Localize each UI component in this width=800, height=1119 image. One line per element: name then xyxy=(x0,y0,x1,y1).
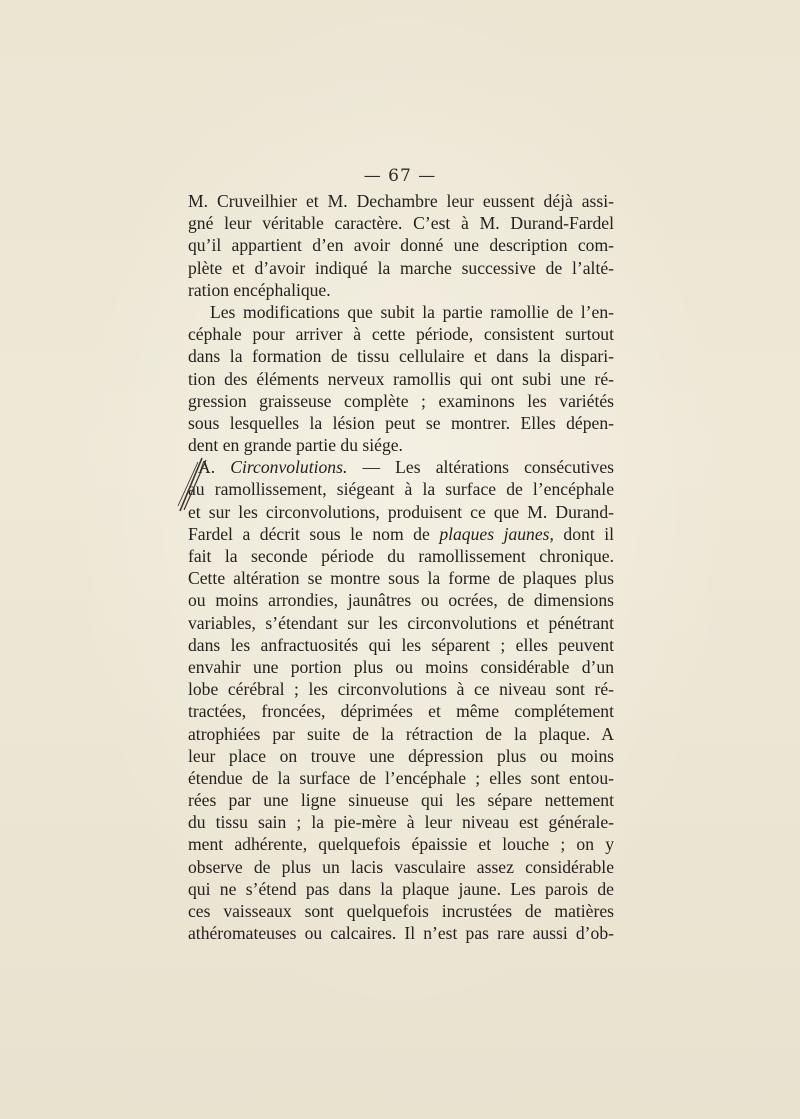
text-line: tractées, froncées, déprimées et même complétement xyxy=(188,701,614,722)
text-line: plète et d’avoir indiqué la marche successive de l’alté- xyxy=(188,257,614,278)
text-line: gné leur véritable caractère. C’est à M. Durand-Fardel xyxy=(188,213,614,234)
text-line: fait la seconde période du ramollissement chronique. xyxy=(188,546,614,566)
text-line: tion des éléments nerveux ramollis qui ont subi une ré- xyxy=(188,368,614,389)
body-text xyxy=(188,190,614,944)
text-line: céphale pour arriver à cette période, consistent surtout xyxy=(188,324,614,345)
text-line: dent en grande partie du siége. xyxy=(188,435,403,456)
text-line: sous lesquelles la lésion peut se montrer. Elles dépen- xyxy=(188,412,614,433)
text-line: rées par une ligne sinueuse qui les sépare nettement xyxy=(188,790,614,811)
text-line: étendue de la surface de l’encéphale ; elles sont entou- xyxy=(188,767,614,788)
text-line: envahir une portion plus ou moins considérable d’un xyxy=(188,656,614,677)
text-line: et sur les circonvolutions, produisent ce que M. Durand- xyxy=(188,501,614,522)
text-line: observe de plus un lacis vasculaire assez considérable xyxy=(188,856,614,877)
text-line: Cette altération se montre sous la forme de plaques plus xyxy=(188,568,614,589)
text-line: gression graisseuse complète ; examinons les variétés xyxy=(188,390,614,411)
text-line: ces vaisseaux sont quelquefois incrustées de matières xyxy=(188,901,614,921)
text-line: qui ne s’étend pas dans la plaque jaune. Les parois de xyxy=(188,878,614,899)
text-line: du tissu sain ; la pie-mère à leur niveau est générale- xyxy=(188,812,614,833)
text-line: atrophiées par suite de la rétraction de la plaque. A xyxy=(188,723,614,744)
page-number: — 67 — xyxy=(363,166,437,186)
text-line: dans les anfractuosités qui les séparent ; elles peuvent xyxy=(188,634,614,655)
text-line: ment adhérente, quelquefois épaissie et louche ; on y xyxy=(188,834,614,855)
text-line: Les modifications que subit la partie ramollie de l’en- xyxy=(210,301,614,322)
text-line: M. Cruveilhier et M. Dechambre leur eussent déjà assi- xyxy=(188,191,614,211)
text-line: au ramollissement, siégeant à la surface de l’encéphale xyxy=(188,479,614,500)
text-line: variables, s’étendant sur les circonvolutions et pénétrant xyxy=(188,612,614,633)
text-line: Fardel a décrit sous le nom de plaques jaunes, dont il xyxy=(188,523,614,544)
text-line: lobe cérébral ; les circonvolutions à ce niveau sont ré- xyxy=(188,679,614,700)
text-line: ration encéphalique. xyxy=(188,279,331,300)
text-line: ou moins arrondies, jaunâtres ou ocrées, de dimensions xyxy=(188,590,614,611)
text-line: dans la formation de tissu cellulaire et dans la dispari- xyxy=(188,346,614,367)
pencil-mark-icon xyxy=(172,456,212,516)
text-line: qu’il appartient d’en avoir donné une description com- xyxy=(188,235,614,256)
text-line: leur place on trouve une dépression plus ou moins xyxy=(188,745,614,766)
text-line: athéromateuses ou calcaires. Il n’est pas rare aussi d’ob- xyxy=(188,923,614,944)
text-line: A. Circonvolutions. — Les altérations consécutives xyxy=(198,457,614,478)
